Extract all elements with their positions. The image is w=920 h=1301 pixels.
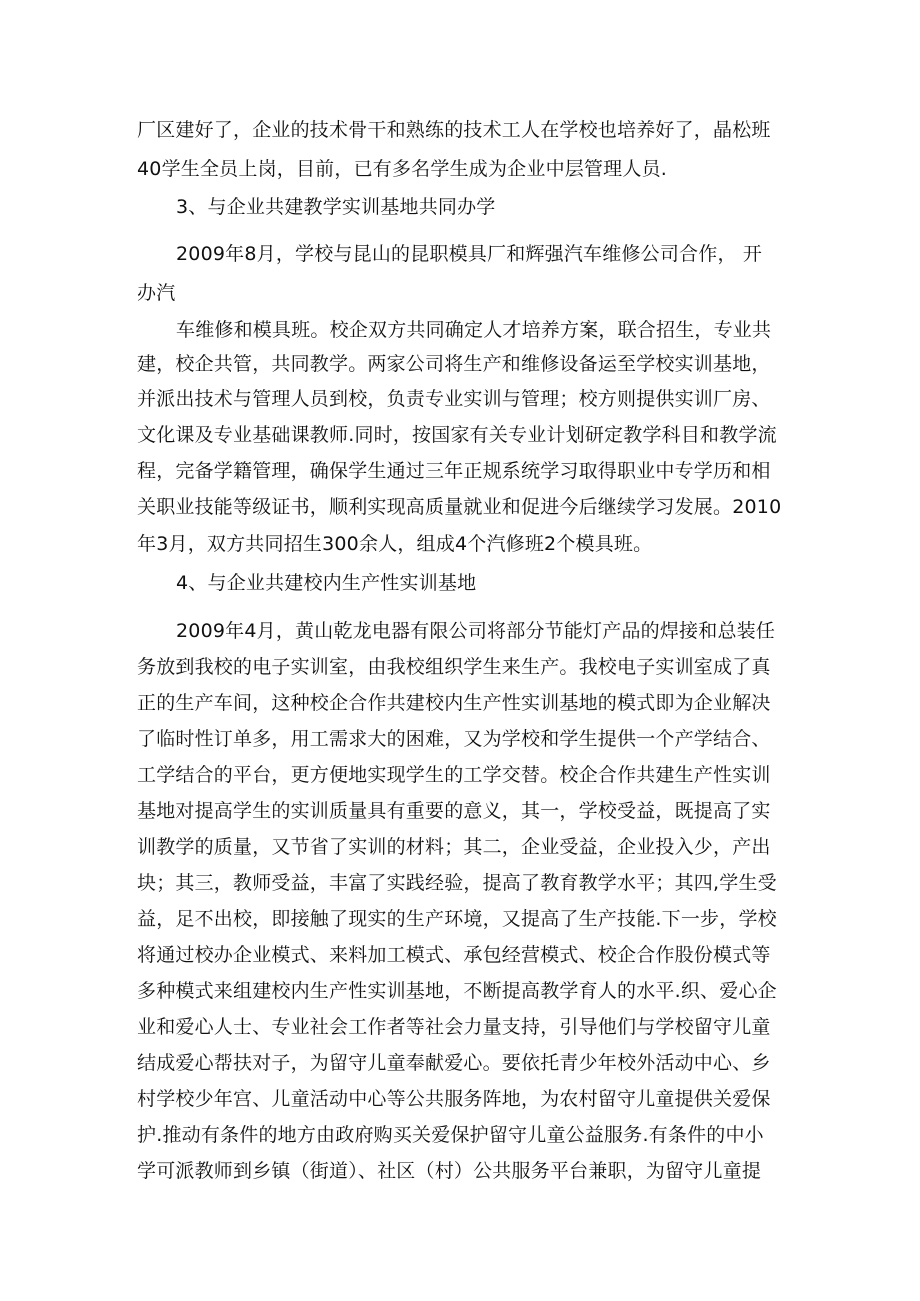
text-line: 年3月，双方共同招生300余人，组成4个汽修班2个模具班。	[137, 533, 653, 555]
text-line: 将通过校办企业模式、来料加工模式、承包经营模式、校企合作股份模式等	[137, 944, 771, 966]
text-line: 块；其三，教师受益，丰富了实践经验，提高了教育教学水平；其四,学生受	[137, 872, 777, 894]
text-line: 厂区建好了，企业的技术骨干和熟练的技术工人在学校也培养好了，晶松班	[137, 119, 771, 141]
text-line: 文化课及专业基础课教师.同时，按国家有关专业计划研定教学科目和教学流	[137, 424, 777, 446]
text-line: 正的生产车间，这种校企合作共建校内生产性实训基地的模式即为企业解决	[137, 692, 771, 714]
text-line: 训教学的质量，又节省了实训的材料；其二，企业受益，企业投入少，产出	[137, 836, 771, 858]
text-line: 益，足不出校，即接触了现实的生产环境，又提高了生产技能.下一步，学校	[137, 908, 777, 930]
text-line: 了临时性订单多，用工需求大的困难，又为学校和学生提供一个产学结合、	[137, 728, 771, 750]
text-line: 学可派教师到乡镇（街道）、社区（村）公共服务平台兼职，为留守儿童提	[137, 1160, 762, 1182]
text-line: 结成爱心帮扶对子，为留守儿童奉献爱心。要依托青少年校外活动中心、乡	[137, 1052, 771, 1074]
text-line: 办汽	[137, 282, 176, 304]
text-line: 程，完备学籍管理，确保学生通过三年正规系统学习取得职业中专学历和相	[137, 460, 771, 482]
section-heading: 3、与企业共建教学实训基地共同办学	[176, 196, 496, 218]
text-line: 多种模式来组建校内生产性实训基地，不断提高教学育人的水平.织、爱心企	[137, 980, 777, 1002]
text-line: 基地对提高学生的实训质量具有重要的意义，其一，学校受益，既提高了实	[137, 800, 771, 822]
text-line: 工学结合的平台，更方便地实现学生的工学交替。校企合作共建生产性实训	[137, 764, 771, 786]
text-line: 建，校企共管，共同教学。两家公司将生产和维修设备运至学校实训基地，	[137, 353, 771, 375]
text-line: 并派出技术与管理人员到校，负责专业实训与管理；校方则提供实训厂房、	[137, 388, 771, 410]
text-line: 务放到我校的电子实训室，由我校组织学生来生产。我校电子实训室成了真	[137, 656, 771, 678]
text-line: 车维修和模具班。校企双方共同确定人才培养方案，联合招生，专业共	[176, 319, 772, 341]
text-line: 村学校少年宫、儿童活动中心等公共服务阵地，为农村留守儿童提供关爱保	[137, 1088, 771, 1110]
text-line: 护.推动有条件的地方由政府购买关爱保护留守儿童公益服务.有条件的中小	[137, 1124, 764, 1146]
text-line: 2009年4月，黄山乾龙电器有限公司将部分节能灯产品的焊接和总装任	[176, 620, 776, 642]
section-heading: 4、与企业共建校内生产性实训基地	[176, 572, 477, 594]
text-line: 2009年8月，学校与昆山的昆职模具厂和辉强汽车维修公司合作， 开	[176, 243, 763, 265]
text-line: 40学生全员上岗，目前，已有多名学生成为企业中层管理人员.	[137, 158, 668, 180]
text-line: 业和爱心人士、专业社会工作者等社会力量支持，引导他们与学校留守儿童	[137, 1016, 771, 1038]
text-line: 关职业技能等级证书，顺利实现高质量就业和促进今后继续学习发展。2010	[137, 496, 782, 518]
